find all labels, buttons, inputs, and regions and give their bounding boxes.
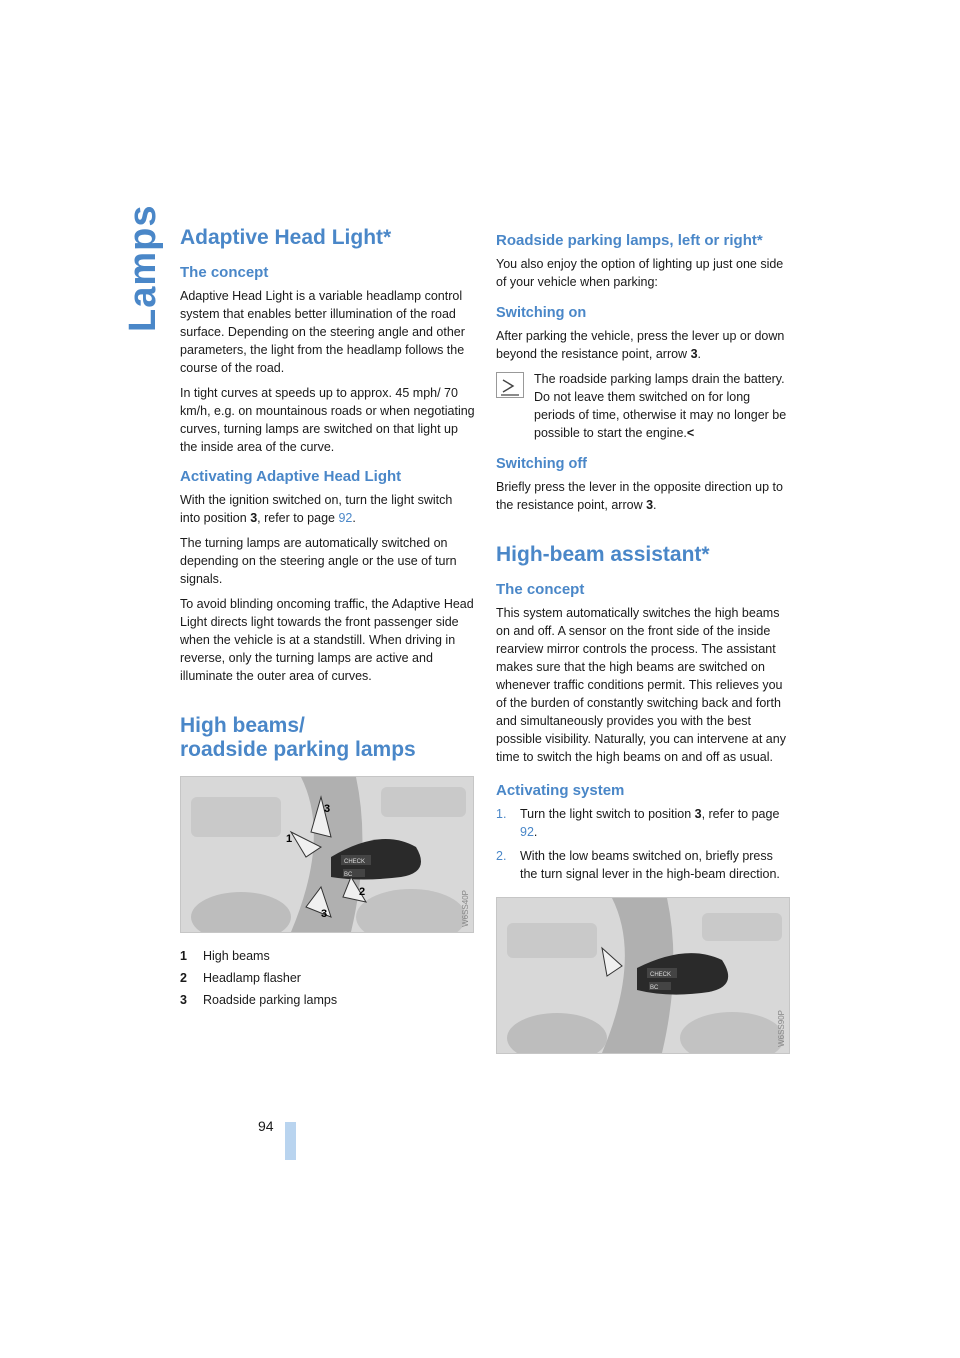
paragraph-switching-on: After parking the vehicle, press the lever up or down beyond the resistance point, arrow 3.: [496, 329, 785, 361]
stalk-illustration-2: [497, 898, 789, 1053]
fig1-label-1: 1: [286, 833, 293, 846]
fig1-label-3b: 3: [321, 908, 328, 921]
stalk-illustration: [181, 777, 473, 932]
fig1-label-2: 2: [359, 886, 366, 899]
heading-activating-system: Activating system: [496, 782, 625, 800]
fig1-label-check: CHECK: [344, 859, 366, 866]
heading-switching-off: Switching off: [496, 456, 588, 472]
paragraph-concept-1: Adaptive Head Light is a variable headlamp control system that enables better illumination of the road surface. Depending on the steering angle and other parameters, the light from the headlamp follows the course of the road.: [180, 289, 465, 376]
heading-high-beam-assistant: High-beam assistant*: [496, 543, 710, 566]
paragraph-concept-2: In tight curves at speeds up to approx. 45 mph/ 70 km/h, e.g. on mountainous roads or when negotiating curves, turning lamps are switched on that light up the inside area of the curve.: [180, 386, 475, 455]
figure-code: W6SS90P: [777, 1010, 786, 1048]
heading-high-beams: High beams/ roadside parking lamps: [180, 714, 416, 762]
paragraph-note: The roadside parking lamps drain the battery. Do not leave them switched on for long periods of time, otherwise it may no longer be possible to start the engine.<: [534, 372, 787, 440]
heading-concept: The concept: [180, 264, 269, 282]
section-title-vertical: [118, 204, 164, 348]
note-icon: [496, 372, 524, 398]
fig1-label-3a: 3: [324, 803, 331, 816]
heading-roadside-left-right: Roadside parking lamps, left or right*: [496, 232, 763, 249]
legend-item: 2 Headlamp flasher: [180, 971, 301, 986]
paragraph-hba: This system automatically switches the high beams on and off. A sensor on the front side of the inside rearview mirror controls the process. The assistant makes sure that the high beams are switched on whenever traffic conditions permit. This relieves you of the burden of constantly switching back and forth and simultaneously provides you with the best possible visibility. Naturally, you can intervene at any time to switch the high beams on and off as usual.: [496, 606, 786, 765]
figure-stalk-high-beams: [180, 776, 474, 933]
paragraph-switching-off: Briefly press the lever in the opposite direction up to the resistance point, arrow 3.: [496, 480, 783, 512]
paragraph-activating-2: The turning lamps are automatically switched on depending on the steering angle or the use of turn signals.: [180, 536, 457, 587]
note-block: [496, 370, 792, 442]
paragraph-roadside: You also enjoy the option of lighting up just one side of your vehicle when parking:: [496, 257, 784, 289]
step-item: 2. With the low beams switched on, briefly press the turn signal lever in the high-beam direction.: [496, 849, 780, 882]
steps-list: [496, 805, 792, 883]
heading-hba-concept: The concept: [496, 581, 585, 599]
paragraph-activating-1: With the ignition switched on, turn the light switch into position 3, refer to page 92.: [180, 493, 453, 526]
page-number: 94: [258, 1118, 274, 1134]
paragraph-activating-3: To avoid blinding oncoming traffic, the Adaptive Head Light directs light towards the front passenger side when the vehicle is at a standstill. When driving in reverse, only the turning lamps are active and illuminate the outer area of curves.: [180, 597, 474, 684]
page-link-92[interactable]: 92: [520, 825, 534, 840]
fig2-label-check: CHECK: [650, 972, 672, 979]
legend-item: 1 High beams: [180, 949, 270, 964]
legend-item: 3 Roadside parking lamps: [180, 993, 338, 1008]
step-item: 1. Turn the light switch to position 3, refer to page 92.: [496, 807, 780, 840]
fig1-label-bc: BC: [344, 872, 353, 879]
heading-activating-adaptive: Activating Adaptive Head Light: [180, 468, 402, 486]
heading-adaptive-head-light: Adaptive Head Light*: [180, 226, 392, 249]
right-column: [496, 228, 792, 1054]
page-marker-bar: [285, 1122, 296, 1160]
section-title-text: Lamps: [122, 204, 164, 332]
legend-list: [180, 945, 475, 1011]
page-link-92[interactable]: 92: [338, 511, 353, 526]
fig2-label-bc: BC: [650, 985, 659, 992]
figure-stalk-high-beam-assistant: [496, 897, 790, 1054]
heading-switching-on: Switching on: [496, 305, 587, 321]
figure-code: W6SS40P: [461, 889, 470, 927]
left-column: [180, 226, 475, 1011]
